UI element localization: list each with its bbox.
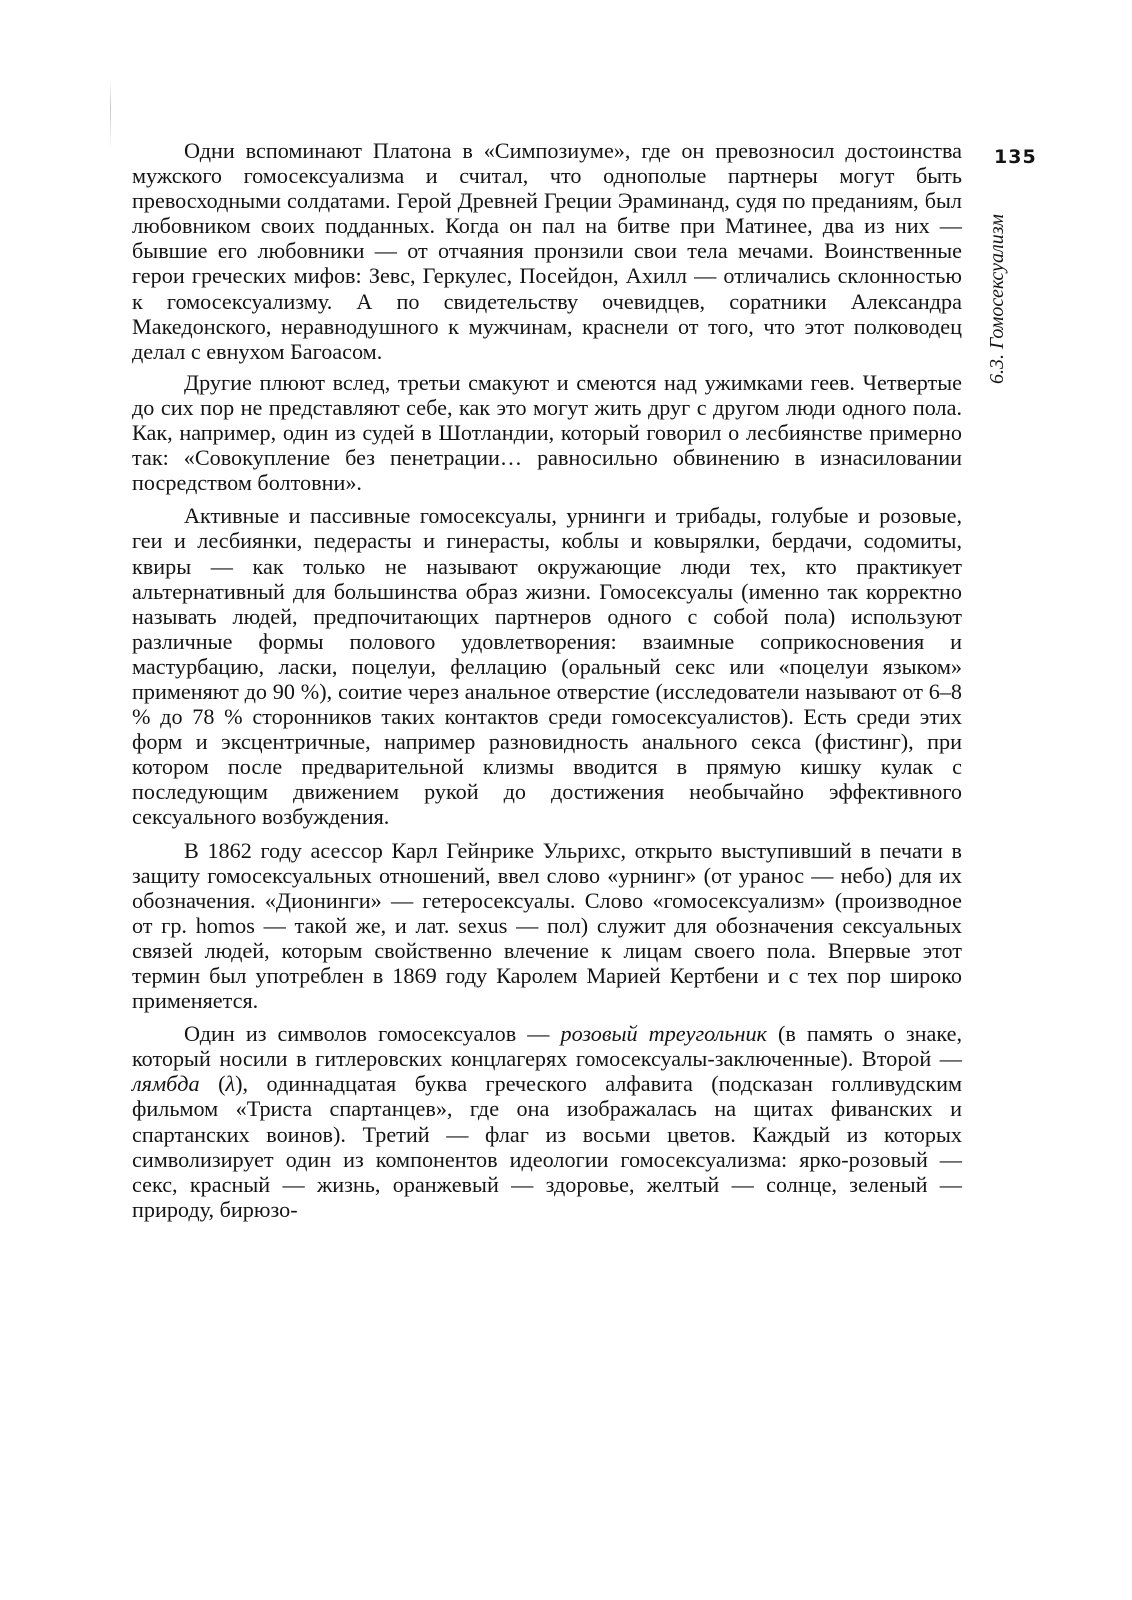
paragraph-2 <box>132 370 962 495</box>
paragraph-5-text-b: (в память о знаке, который носили в гитлеровских концлагерях гомосексуалы-заключенные). Второй — <box>132 1021 962 1072</box>
term-pink-triangle: розовый треугольник <box>560 1021 767 1047</box>
scan-artifact <box>110 80 111 150</box>
term-lambda: лямбда <box>132 1071 200 1097</box>
lambda-symbol: λ <box>225 1071 236 1097</box>
paragraph-3-text: Активные и пассивные гомосексуалы, урнинги и трибады, голубые и розовые, геи и лесбиянки, педерасты и гинерасты, коблы и ковырялки, бердачи, содомиты, квиры — как только не называют окружающие люди тех, кто практикует альтернативный для большинства образ жизни. Гомосексуалы (именно так корректно называть людей, предпочитающих партнеров одного с собой пола) используют различные формы полового удовлетворения: взаимные соприкосновения и мастурбацию, ласки, поцелуи, феллацию (оральный секс или «поцелуи языком» применяют до 90 %), соитие через анальное отверстие (исследователи называют от 6–8 % до 78 % сторонников таких контактов среди гомосексуалистов). Есть среди этих форм и эксцентричные, например разновидность анального секса (фистинг), при котором после предварительной клизмы вводится в прямую кишку кулак с последующим движением рукой до достижения необычайно эффективного сексуального возбуждения. <box>132 503 962 830</box>
running-head: 6.3. Гомосексуализм <box>986 214 1008 384</box>
paragraph-5-text-d: ), одиннадцатая буква греческого алфавита (подсказан голливудским фильмом «Триста спартанцев», где она изображалась на щитах фиванских и спартанских воинов). Третий — флаг из восьми цветов. Каждый из которых символизирует один из компонентов идеологии гомосексуализма: ярко-розовый — секс, красный — жизнь, оранжевый — здоровье, желтый — солнце, зеленый — природу, бирюзо- <box>132 1071 962 1222</box>
paragraph-5-text-a: Один из символов гомосексуалов — <box>184 1021 561 1047</box>
paragraph-4-text: В 1862 году асессор Карл Гейнрике Ульрихс, открыто выступивший в печати в защиту гомосексуальных отношений, ввел слово «урнинг» (от уранос — небо) для их обозначения. «Дионинги» — гетеросексуалы. Слово «гомосексуализм» (производное от гр. homos — такой же, и лат. sexus — пол) служит для обозначения сексуальных связей людей, которым свойственно влечение к лицам своего пола. Впервые этот термин был употреблен в 1869 году Каролем Марией Кертбени и с тех пор широко применяется. <box>132 837 962 1014</box>
page-number: 135 <box>994 146 1037 168</box>
paragraph-1 <box>132 138 962 364</box>
paragraph-5-text-c: ( <box>199 1071 226 1097</box>
paragraph-3 <box>132 503 962 829</box>
paragraph-5 <box>132 1021 962 1222</box>
body-text <box>132 138 962 1230</box>
paragraph-2-text: Другие плюют вслед, третьи смакуют и смеются над ужимками геев. Четвертые до сих пор не представляют себе, как это могут жить друг с другом люди одного пола. Как, например, один из судей в Шотландии, который говорил о лесбиянстве примерно так: «Совокупление без пенетрации… равносильно обвинению в изнасиловании посредством болтовни». <box>132 369 962 496</box>
paragraph-1-text: Одни вспоминают Платона в «Симпозиуме», где он превозносил достоинства мужского гомосексуализма и считал, что однополые партнеры могут быть превосходными солдатами. Герой Древней Греции Эраминанд, судя по преданиям, был любовником своих подданных. Когда он пал на битве при Матинее, два из них — бывшие его любовники — от отчаяния пронзили свои тела мечами. Воинственные герои греческих мифов: Зевс, Геркулес, Посейдон, Ахилл — отличались склонностью к гомосексуализму. А по свидетельству очевидцев, соратники Александра Македонского, неравнодушного к мужчинам, краснели от того, что этот полководец делал с евнухом Багоасом. <box>132 138 962 364</box>
paragraph-4 <box>132 838 962 1014</box>
